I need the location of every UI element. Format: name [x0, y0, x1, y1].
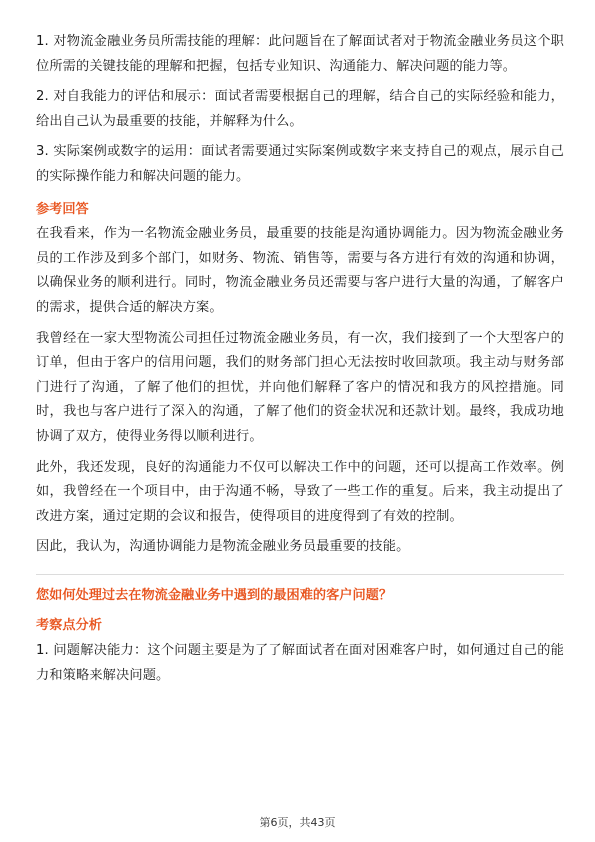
- analysis-heading: 考察点分析: [36, 618, 102, 634]
- question-analysis-point-1: 1. 问题解决能力：这个问题主要是为了了解面试者在面对困难客户时，如何通过自己的能力和策略来解决问题。: [36, 643, 564, 683]
- answer-paragraph-3: 此外，我还发现，良好的沟通能力不仅可以解决工作中的问题，还可以提高工作效率。例如，我曾经在一个项目中，由于沟通不畅，导致了一些工作的重复。后来，我主动提出了改进方案，通过定期的会议和报告，使得项目的进度得到了有效的控制。: [36, 459, 564, 524]
- answer-paragraph-1: 在我看来，作为一名物流金融业务员，最重要的技能是沟通协调能力。因为物流金融业务员的工作涉及到多个部门，如财务、物流、销售等，需要与各方进行有效的沟通和协调，以确保业务的顺利进行。同时，物流金融业务员还需要与客户进行大量的沟通，了解客户的需求，提供合适的解决方案。: [36, 226, 564, 315]
- answer-paragraph-2: 我曾经在一家大型物流公司担任过物流金融业务员，有一次，我们接到了一个大型客户的订单，但由于客户的信用问题，我们的财务部门担心无法按时收回款项。我主动与财务部门进行了沟通，了解了他们的担忧，并向他们解释了客户的情况和我方的风控措施。同时，我也与客户进行了深入的沟通，了解了他们的资金状况和还款计划。最终，我成功地协调了双方，使得业务得以顺利进行。: [36, 330, 564, 444]
- answer-paragraph-4: 因此，我认为，沟通协调能力是物流金融业务员最重要的技能。: [36, 539, 410, 555]
- page-number: 第6页，共43页: [259, 816, 336, 829]
- section-divider: [36, 574, 564, 575]
- analysis-point-3: 3. 实际案例或数字的运用：面试者需要通过实际案例或数字来支持自己的观点，展示自己的实际操作能力和解决问题的能力。: [36, 144, 564, 184]
- question-heading: 您如何处理过去在物流金融业务中遇到的最困难的客户问题？: [36, 587, 393, 603]
- page-content: [36, 30, 564, 688]
- analysis-point-2: 2. 对自我能力的评估和展示：面试者需要根据自己的理解，结合自己的实际经验和能力，给出自己认为最重要的技能，并解释为什么。: [36, 89, 564, 129]
- reference-answer-heading: 参考回答: [36, 201, 89, 217]
- analysis-point-1: 1. 对物流金融业务员所需技能的理解：此问题旨在了解面试者对于物流金融业务员这个职位所需的关键技能的理解和把握，包括专业知识、沟通能力、解决问题的能力等。: [36, 34, 564, 74]
